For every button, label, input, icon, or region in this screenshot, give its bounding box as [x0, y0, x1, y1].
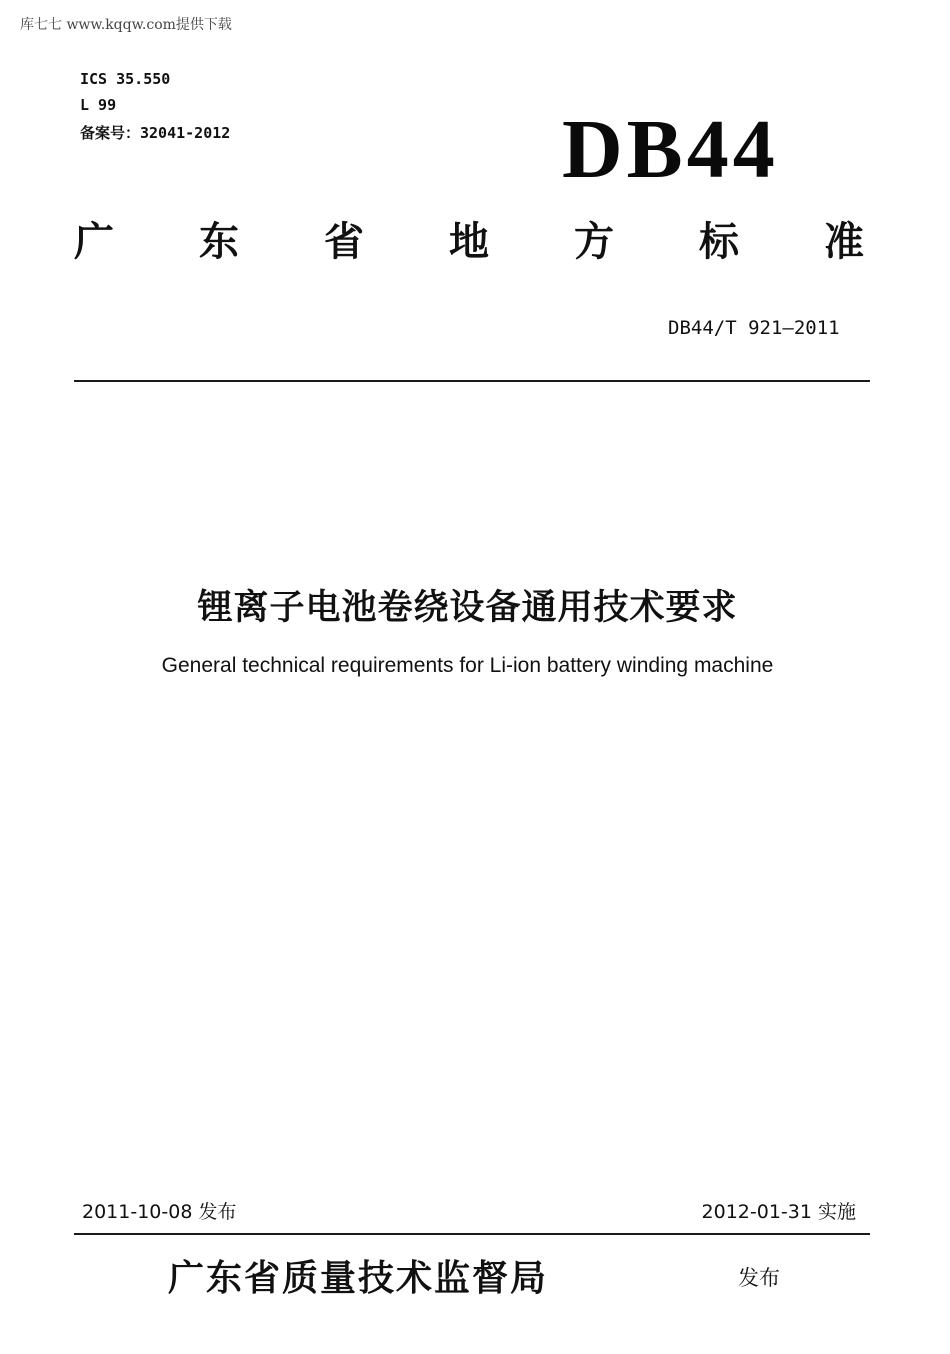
top-divider: [74, 380, 870, 382]
standard-type-char: 方: [574, 219, 614, 265]
implementation-date: 2012-01-31 实施: [701, 1201, 856, 1223]
issue-date: 2011-10-08 发布: [82, 1201, 237, 1223]
standard-type-char: 准: [824, 219, 864, 265]
document-title-english: General technical requirements for Li-ion battery winding machine: [161, 654, 774, 677]
issuing-authority: 广东省质量技术监督局: [168, 1257, 549, 1299]
standard-type-char: 地: [449, 219, 489, 265]
bottom-divider: [74, 1233, 870, 1235]
watermark-text: 库七七 www.kqqw.com提供下载: [20, 17, 232, 33]
ics-code: ICS 35.550: [80, 70, 171, 88]
standard-type-char: 标: [699, 219, 739, 265]
standard-number: DB44/T 921—2011: [668, 317, 840, 339]
issuing-label: 发布: [738, 1266, 780, 1290]
record-number: 备案号：32041-2012: [80, 124, 231, 142]
document-title-chinese: 锂离子电池卷绕设备通用技术要求: [197, 588, 738, 628]
standard-type-heading: [74, 219, 864, 265]
standard-type-char: 东: [199, 219, 239, 265]
db44-logo: DB44: [562, 103, 779, 196]
standard-type-char: 广: [74, 219, 114, 265]
standard-type-char: 省: [324, 219, 364, 265]
classification-code: L 99: [80, 96, 117, 114]
